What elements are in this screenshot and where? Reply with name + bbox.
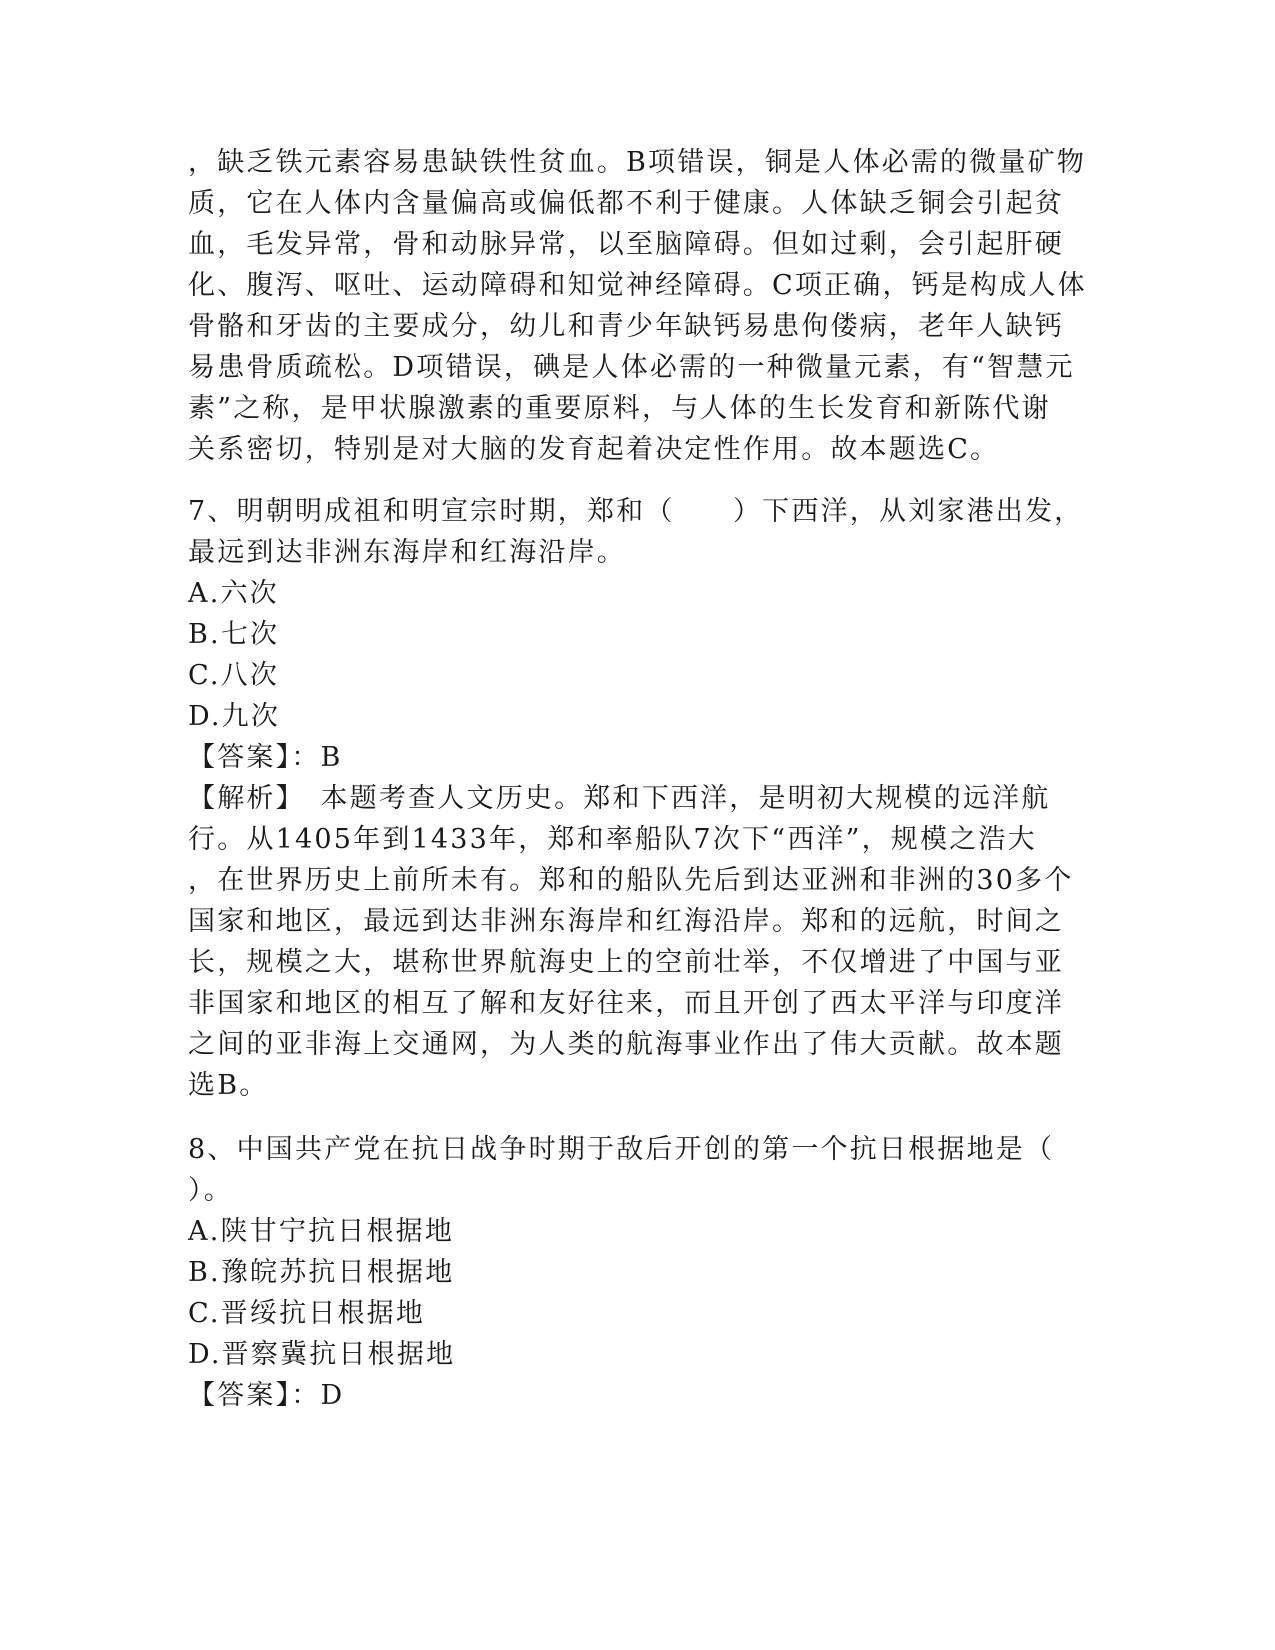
q6-explanation-line: ，缺乏铁元素容易患缺铁性贫血。B项错误，铜是人体必需的微量矿物: [188, 147, 1087, 178]
q7-stem-line: 最远到达非洲东海岸和红海沿岸。: [188, 537, 626, 568]
q6-explanation-line: 血，毛发异常，骨和动脉异常，以至脑障碍。但如过剩，会引起肝硬: [188, 229, 1064, 260]
q6-explanation-line: 素”之称，是甲状腺激素的重要原料，与人体的生长发育和新陈代谢: [188, 393, 1051, 424]
q7-analysis-line: 长，规模之大，堪称世界航海史上的空前壮举，不仅增进了中国与亚: [188, 947, 1064, 978]
q6-explanation-line: 化、腹泻、呕吐、运动障碍和知觉神经障碍。C项正确，钙是构成人体: [188, 270, 1087, 301]
q7-analysis-line: 【解析】 本题考查人文历史。郑和下西洋，是明初大规模的远洋航: [188, 783, 1051, 814]
q8-stem-line: 8、中国共产党在抗日战争时期于敌后开创的第一个抗日根据地是（: [188, 1134, 1055, 1165]
q6-explanation-line: 骨骼和牙齿的主要成分，幼儿和青少年缺钙易患佝偻病，老年人缺钙: [188, 311, 1064, 342]
q7-option-c: C.八次: [188, 660, 280, 691]
q7-analysis-line: 选B。: [188, 1070, 269, 1101]
q8-option-c: C.晋绥抗日根据地: [188, 1298, 426, 1329]
q7-analysis-line: 之间的亚非海上交通网，为人类的航海事业作出了伟大贡献。故本题: [188, 1029, 1064, 1060]
q7-analysis-line: 国家和地区，最远到达非洲东海岸和红海沿岸。郑和的远航，时间之: [188, 906, 1064, 937]
q7-option-d: D.九次: [188, 701, 281, 732]
q8-stem-line: ）。: [188, 1175, 233, 1206]
q8-option-a: A.陕甘宁抗日根据地: [188, 1216, 455, 1247]
q6-explanation-line: 易患骨质疏松。D项错误，碘是人体必需的一种微量元素，有“智慧元: [188, 352, 1075, 383]
q8-answer: 【答案】：D: [188, 1380, 345, 1411]
q7-analysis-line: ，在世界历史上前所未有。郑和的船队先后到达亚洲和非洲的30多个: [188, 865, 1074, 896]
q7-option-a: A.六次: [188, 578, 279, 609]
q7-analysis-line: 非国家和地区的相互了解和友好往来，而且开创了西太平洋与印度洋: [188, 988, 1064, 1019]
q6-explanation-line: 关系密切，特别是对大脑的发育起着决定性作用。故本题选C。: [188, 434, 1000, 465]
q8-option-b: B.豫皖苏抗日根据地: [188, 1257, 455, 1288]
q7-answer: 【答案】：B: [188, 742, 343, 773]
q7-option-b: B.七次: [188, 619, 280, 650]
q7-analysis-line: 行。从1405年到1433年，郑和率船队7次下“西洋”，规模之浩大: [188, 824, 1037, 855]
q8-option-d: D.晋察冀抗日根据地: [188, 1339, 456, 1370]
q7-stem-line: 7、明朝明成祖和明宣宗时期，郑和（ ）下西洋，从刘家港出发，: [188, 496, 1084, 527]
q6-explanation-line: 质，它在人体内含量偏高或偏低都不利于健康。人体缺乏铜会引起贫: [188, 188, 1064, 219]
